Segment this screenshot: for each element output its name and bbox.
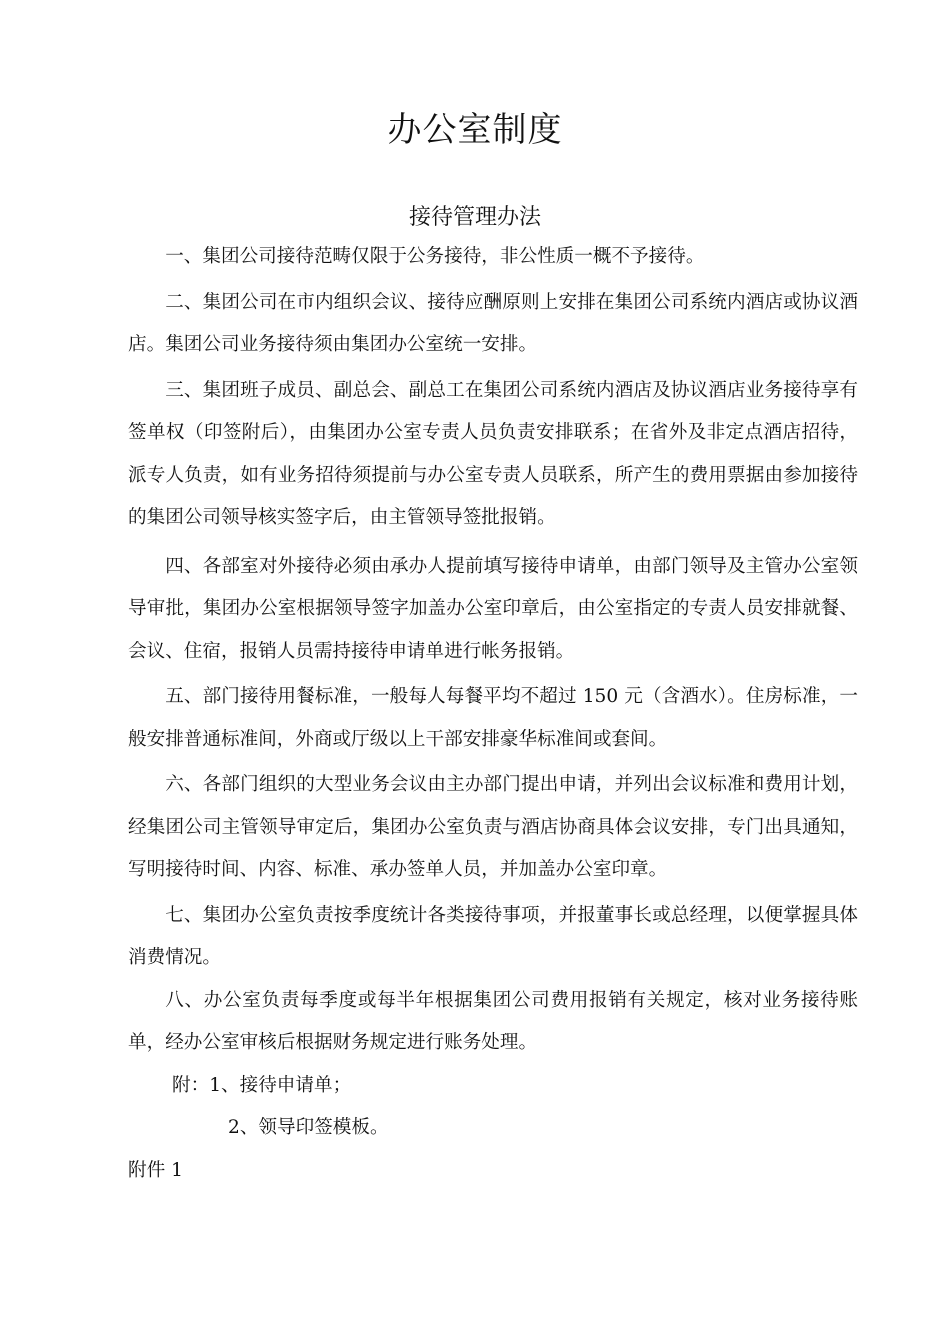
paragraph-1: 一、集团公司接待范畴仅限于公务接待，非公性质一概不予接待。 [165,246,705,267]
paragraph-5: 五、部门接待用餐标准，一般每人每餐平均不超过 150 元（含酒水）。住房标准，一般安排普通标准间，外商或厅级以上干部安排豪华标准间或套间。 [128,686,858,750]
section-title: 接待管理办法 [408,205,541,230]
paragraph-2: 二、集团公司在市内组织会议、接待应酬原则上安排在集团公司系统内酒店或协议酒店。集团公司业务接待须由集团办公室统一安排。 [128,291,858,355]
document-title: 办公室制度 [387,110,563,150]
document-body [128,236,858,1192]
paragraph-3: 三、集团班子成员、副总会、副总工在集团公司系统内酒店及协议酒店业务接待享有签单权（印签附后），由集团办公室专责人员负责安排联系；在省外及非定点酒店招待，派专人负责，如有业务招待须提前与办公室专责人员联系，所产生的费用票据由参加接待的集团公司领导核实签字后，由主管领导签批报销。 [128,379,858,528]
paragraph-7: 七、集团办公室负责按季度统计各类接待事项，并报董事长或总经理，以便掌握具体消费情况。 [128,904,858,968]
attachment-list-line-2: 2、领导印签模板。 [228,1117,389,1138]
paragraph-6: 六、各部门组织的大型业务会议由主办部门提出申请，并列出会议标准和费用计划，经集团公司主管领导审定后，集团办公室负责与酒店协商具体会议安排，专门出具通知，写明接待时间、内容、标准、承办签单人员，并加盖办公室印章。 [128,774,858,880]
paragraph-4: 四、各部室对外接待必须由承办人提前填写接待申请单，由部门领导及主管办公室领导审批，集团办公室根据领导签字加盖办公室印章后，由公室指定的专责人员安排就餐、会议、住宿，报销人员需持接待申请单进行帐务报销。 [128,555,858,662]
attachment-list-line-1: 附：1、接待申请单； [172,1074,352,1096]
paragraph-8: 八、办公室负责每季度或每半年根据集团公司费用报销有关规定，核对业务接待账单，经办公室审核后根据财务规定进行账务处理。 [128,989,858,1053]
appendix-label: 附件 1 [128,1159,183,1181]
